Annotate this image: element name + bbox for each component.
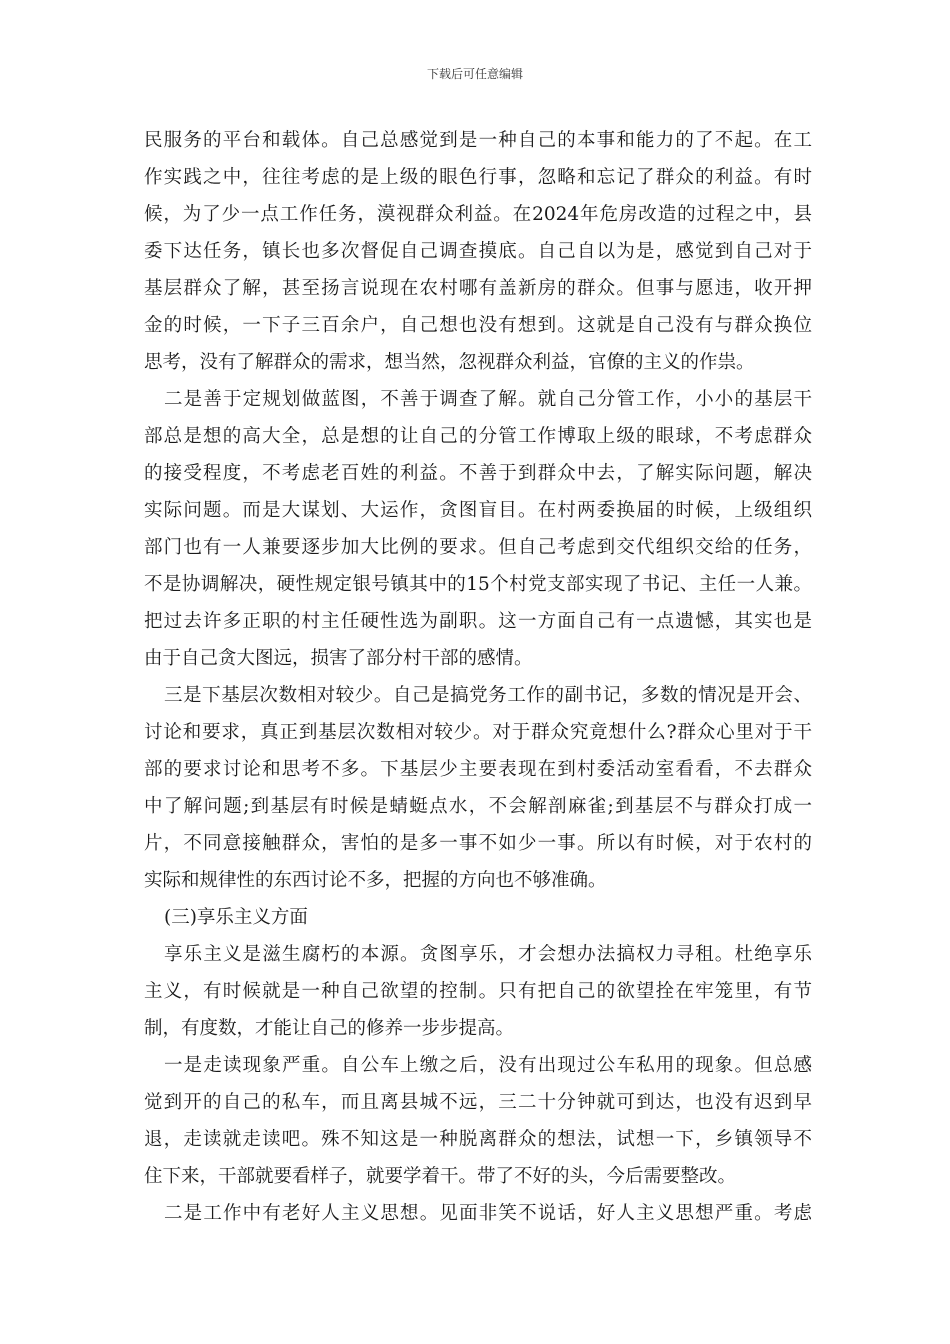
- text-line: (三)享乐主义方面: [164, 907, 308, 928]
- text-line: 把过去许多正职的村主任硬性选为副职。这一方面自己有一点遗憾，其实也是: [144, 611, 812, 632]
- text-line: 退，走读就走读吧。殊不知这是一种脱离群众的想法，试想一下，乡镇领导不: [144, 1129, 812, 1150]
- text-line: 住下来，干部就要看样子，就要学着干。带了不好的头，今后需要整改。: [144, 1166, 737, 1187]
- text-line: 讨论和要求，真正到基层次数相对较少。对于群众究竟想什么?群众心里对于干: [144, 722, 812, 743]
- text-line: 二是工作中有老好人主义思想。见面非笑不说话，好人主义思想严重。考虑: [164, 1203, 812, 1224]
- text-line: 的接受程度，不考虑老百姓的利益。不善于到群众中去，了解实际问题，解决: [144, 463, 812, 484]
- text-line: 享乐主义是滋生腐朽的本源。贪图享乐，才会想办法搞权力寻租。杜绝享乐: [164, 944, 812, 965]
- text-line: 主义，有时候就是一种自己欲望的控制。只有把自己的欲望拴在牢笼里，有节: [144, 981, 812, 1002]
- text-line: 三是下基层次数相对较少。自己是搞党务工作的副书记，多数的情况是开会、: [164, 685, 812, 706]
- text-line: 中了解问题;到基层有时候是蜻蜓点水，不会解剖麻雀;到基层不与群众打成一: [144, 796, 812, 817]
- text-line: 委下达任务，镇长也多次督促自己调查摸底。自己自以为是，感觉到自己对于: [144, 241, 812, 262]
- text-line: 作实践之中，往往考虑的是上级的眼色行事，忽略和忘记了群众的利益。有时: [144, 167, 812, 188]
- text-line: 二是善于定规划做蓝图，不善于调查了解。就自己分管工作，小小的基层干: [164, 389, 812, 410]
- text-line: 一是走读现象严重。自公车上缴之后，没有出现过公车私用的现象。但总感: [164, 1055, 812, 1076]
- text-line: 部的要求讨论和思考不多。下基层少主要表现在到村委活动室看看，不去群众: [144, 759, 812, 780]
- text-line: 片，不同意接触群众，害怕的是多一事不如少一事。所以有时候，对于农村的: [144, 833, 812, 854]
- text-line: 制，有度数，才能让自己的修养一步步提高。: [144, 1018, 515, 1039]
- text-line: 部总是想的高大全，总是想的让自己的分管工作博取上级的眼球，不考虑群众: [144, 426, 812, 447]
- text-line: 金的时候，一下子三百余户，自己想也没有想到。这就是自己没有与群众换位: [144, 315, 812, 336]
- text-line: 实际和规律性的东西讨论不多，把握的方向也不够准确。: [144, 870, 607, 891]
- document-body: [144, 122, 812, 1232]
- text-line: 觉到开的自己的私车，而且离县城不远，三二十分钟就可到达，也没有迟到早: [144, 1092, 812, 1113]
- text-line: 部门也有一人兼要逐步加大比例的要求。但自己考虑到交代组织交给的任务，: [144, 537, 812, 558]
- page-header: 下载后可任意编辑: [426, 67, 523, 81]
- text-line: 民服务的平台和载体。自己总感觉到是一种自己的本事和能力的了不起。在工: [144, 130, 812, 151]
- text-line: 思考，没有了解群众的需求，想当然，忽视群众利益，官僚的主义的作祟。: [144, 352, 755, 373]
- text-line: 实际问题。而是大谋划、大运作，贪图盲目。在村两委换届的时候，上级组织: [144, 500, 812, 521]
- text-line: 候，为了少一点工作任务，漠视群众利益。在2024年危房改造的过程之中，县: [144, 204, 812, 225]
- text-line: 由于自己贪大图远，损害了部分村干部的感情。: [144, 648, 533, 669]
- text-line: 基层群众了解，甚至扬言说现在农村哪有盖新房的群众。但事与愿违，收开押: [144, 278, 812, 299]
- text-line: 不是协调解决，硬性规定银号镇其中的15个村党支部实现了书记、主任一人兼。: [144, 574, 812, 595]
